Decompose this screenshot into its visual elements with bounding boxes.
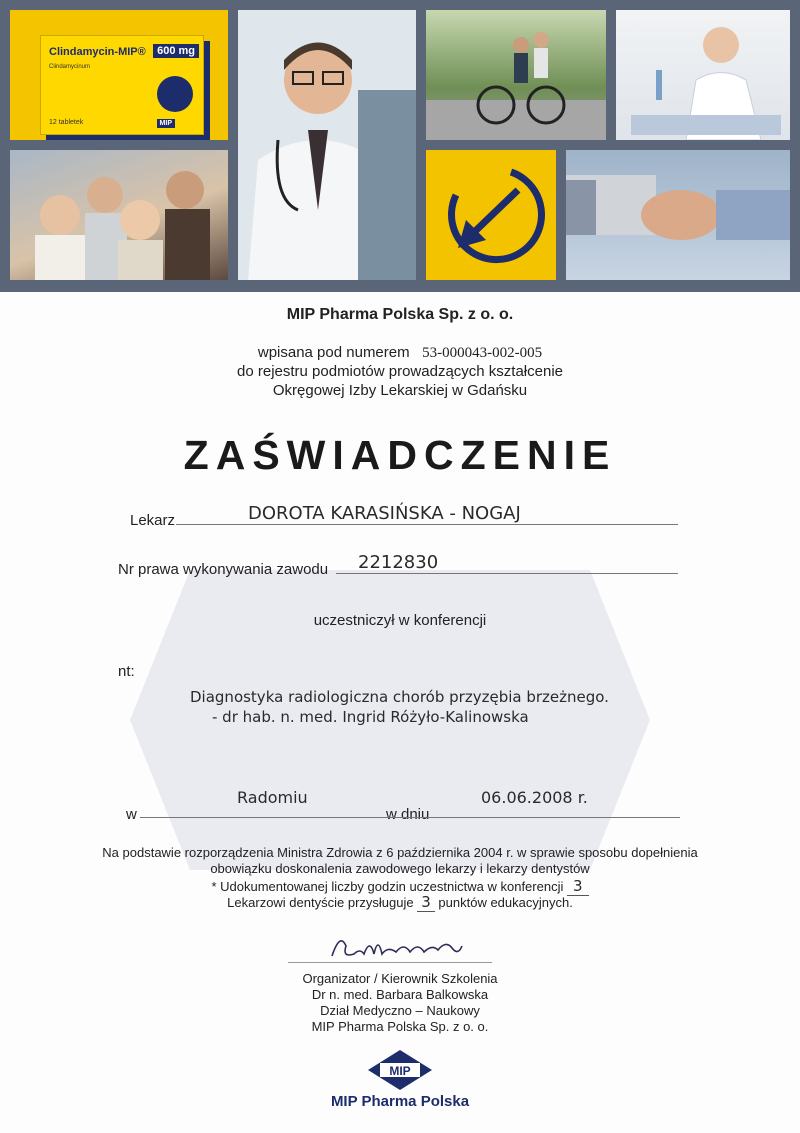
handshake-photo-icon [566,150,790,280]
hours-text: * Udokumentowanej liczby godzin uczestnictwa w konferencji [211,879,564,894]
footer-brand: MIP Pharma Polska [330,1093,470,1110]
sign-name: Dr n. med. Barbara Balkowska [311,987,489,1002]
date-label: w dniu [386,806,430,823]
discount-badge-icon [157,76,193,112]
product-dose: 600 mg [153,44,199,58]
points-value: 3 [417,893,435,912]
family-photo-icon [10,150,228,280]
company-name: MIP Pharma Polska Sp. z o. o. [286,306,514,323]
place-date-line [140,817,680,818]
cyclists-photo-icon [426,10,606,140]
registry-line-3: Okręgowej Izby Lekarskiej w Gdańsku [272,382,528,399]
topic-line-1: Diagnostyka radiologiczna chorób przyzębia brzeżnego. [190,688,609,706]
topic-label: nt: [118,663,135,680]
registry-prefix: wpisana pod numerem [257,344,410,361]
points-line [0,893,800,911]
lab-photo-icon [616,10,790,140]
points-suffix: punktów edukacyjnych. [438,895,573,910]
doctor-photo-icon [238,10,416,280]
product-photo [10,10,228,140]
sign-org: MIP Pharma Polska Sp. z o. o. [311,1019,489,1034]
place-label: w [126,806,137,823]
arrow-circle-icon [426,150,556,280]
license-label: Nr prawa wykonywania zawodu [118,561,329,578]
product-subtitle: Clindamycinum [49,64,91,70]
license-line [336,573,678,574]
legal-line-1: Na podstawie rozporządzenia Ministra Zdrowia z 6 października 2004 r. w sprawie sposobu dopełnienia [102,845,698,860]
date-value: 06.06.2008 r. [481,788,588,807]
registry-line-1 [0,344,800,362]
license-number: 2212830 [358,552,439,573]
product-name: Clindamycin-MIP® [49,46,146,58]
doctor-label: Lekarz [130,512,176,529]
participated-text: uczestniczył w konferencji [313,612,487,629]
doctor-line [176,524,678,525]
place-value: Radomiu [237,788,308,807]
mip-logo-text: MIP [389,1064,411,1078]
points-prefix: Lekarzowi dentyście przysługuje [227,895,414,910]
product-logo: MIP [157,119,175,128]
topic-line-2: - dr hab. n. med. Ingrid Różyło-Kalinowska [212,708,529,726]
photo-banner [0,0,800,292]
certificate-title: ZAŚWIADCZENIE [183,432,617,478]
doctor-name: DOROTA KARASIŃSKA - NOGAJ [248,503,521,524]
registry-line-2: do rejestru podmiotów prowadzących kształcenie [237,363,563,380]
sign-dept: Dział Medyczno – Naukowy [320,1003,480,1018]
hours-value: 3 [567,877,589,896]
product-count: 12 tabletek [49,119,84,126]
product-box [40,35,204,135]
legal-line-2: obowiązku doskonalenia zawodowego lekarzy i lekarzy dentystów [210,861,590,876]
mip-logo-icon [368,1050,432,1090]
handwritten-signature-icon [320,928,470,964]
signature-line [288,962,492,963]
registry-number: 53-000043-002-005 [422,345,543,361]
sign-role: Organizator / Kierownik Szkolenia [302,971,498,986]
